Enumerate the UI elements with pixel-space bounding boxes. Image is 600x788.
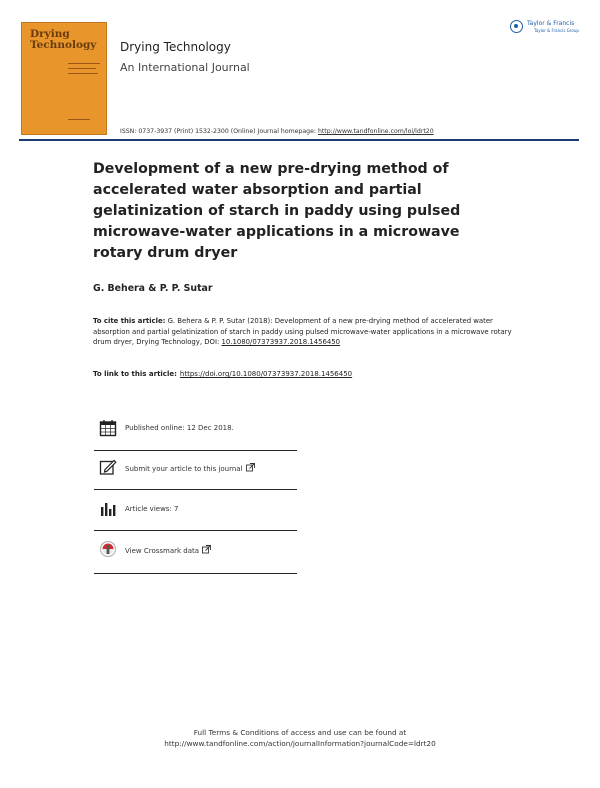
link-label: To link to this article: [93, 370, 177, 378]
cover-title: Drying Technology [30, 28, 97, 51]
footer-terms-text: Full Terms & Conditions of access and use can be found at [193, 728, 407, 737]
issn-line [120, 128, 434, 135]
citation-label: To cite this article: [93, 317, 166, 325]
footer [0, 727, 600, 749]
info-divider [94, 573, 297, 574]
edit-icon [99, 458, 117, 476]
article-authors: G. Behera & P. P. Sutar [93, 283, 213, 294]
issn-text: ISSN: 0737-3937 (Print) 1532-2300 (Online) Journal homepage: [120, 128, 318, 135]
citation-block [93, 316, 513, 348]
crossmark-row[interactable] [99, 540, 297, 570]
header-divider [19, 139, 579, 141]
journal-title[interactable]: Drying Technology [120, 40, 231, 54]
tf-logo-icon [510, 20, 523, 33]
crossmark-link[interactable]: View Crossmark data [125, 545, 211, 555]
citation-doi-link[interactable]: 10.1080/07373937.2018.1456450 [221, 338, 341, 346]
published-date: Published online: 12 Dec 2018. [125, 424, 234, 432]
article-link-line [93, 370, 352, 378]
article-views-row [99, 500, 297, 530]
bar-chart-icon [99, 500, 117, 518]
journal-subtitle: An International Journal [120, 61, 250, 74]
info-divider [94, 489, 297, 490]
info-divider [94, 450, 297, 451]
info-divider [94, 530, 297, 531]
article-title: Development of a new pre-drying method of accelerated water absorption and partial gelatinization of starch in paddy using pulsed microwave-water applications in a microwave rotary drum dryer [93, 161, 461, 261]
external-link-icon [246, 463, 255, 472]
journal-homepage-link[interactable]: http://www.tandfonline.com/loi/ldrt20 [317, 128, 434, 135]
external-link-icon [202, 545, 211, 554]
journal-cover [21, 22, 107, 135]
article-doi-link[interactable]: https://doi.org/10.1080/07373937.2018.1456450 [179, 370, 353, 378]
citation-text: G. Behera & P. P. Sutar (2018): Development of a new pre-drying method of accelerated water absorption and partial gelatinization of starch in paddy using pulsed microwave-water applications in a microwave rotary drum dryer, Drying Technology, DOI: [93, 317, 512, 346]
footer-terms-link[interactable]: http://www.tandfonline.com/action/journalInformation?journalCode=ldrt20 [164, 739, 436, 748]
published-online-row [99, 419, 297, 449]
tf-logo-tagline: Taylor & Francis Group [534, 28, 579, 33]
crossmark-icon [99, 540, 117, 558]
calendar-icon [99, 419, 117, 437]
submit-article-row[interactable] [99, 458, 297, 488]
article-views: Article views: 7 [125, 505, 179, 513]
submit-article-link[interactable]: Submit your article to this journal [125, 463, 255, 473]
tf-logo-name: Taylor & Francis [527, 20, 575, 27]
